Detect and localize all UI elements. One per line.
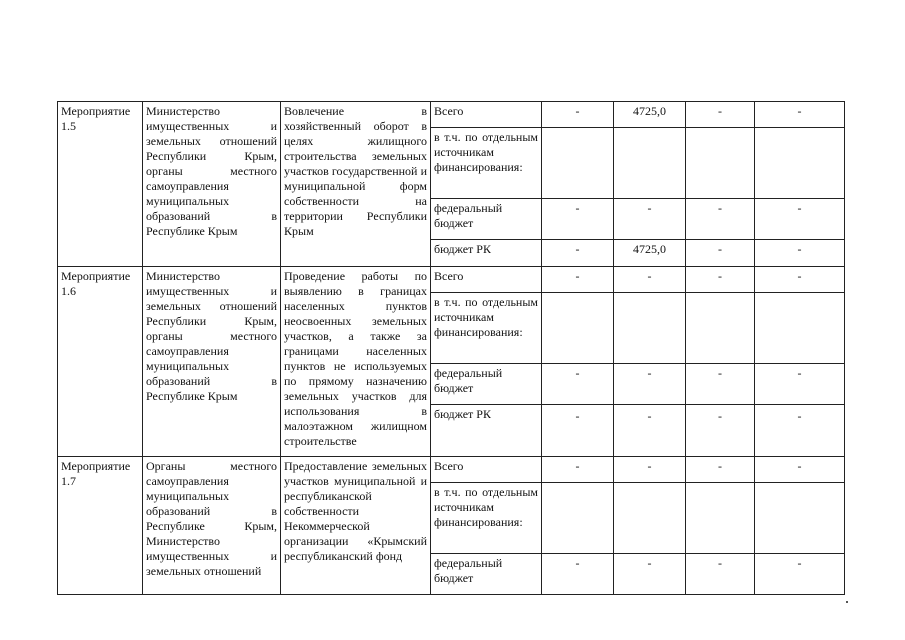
event-cell: Мероприятие 1.6 xyxy=(58,267,143,457)
value-cell: - xyxy=(542,554,614,595)
value-cell xyxy=(686,293,755,364)
funding-source-cell: федеральный бюджет xyxy=(431,554,542,595)
value-cell: - xyxy=(614,554,686,595)
funding-source-cell: бюджет РК xyxy=(431,240,542,267)
value-cell xyxy=(614,483,686,554)
program-activities-table xyxy=(57,101,845,595)
executor-cell: Министерство имущественных и земельных отношений Республики Крым, органы местного самоуправления муниципальных образований в Республике Крым xyxy=(143,102,281,267)
scan-speck xyxy=(846,601,848,603)
value-cell: - xyxy=(542,457,614,483)
executor-cell: Министерство имущественных и земельных отношений Республики Крым, органы местного самоуправления муниципальных образований в Республике Крым xyxy=(143,267,281,457)
value-cell xyxy=(542,128,614,199)
funding-source-cell: Всего xyxy=(431,102,542,128)
value-cell: - xyxy=(614,364,686,405)
value-cell xyxy=(542,293,614,364)
value-cell: - xyxy=(755,457,845,483)
executor-text: Органы местного самоуправления муниципальных образований в Республике Крым, Министерство имущественных и земельных отношений xyxy=(146,459,277,578)
value-cell: - xyxy=(686,554,755,595)
value-cell: - xyxy=(686,405,755,457)
value-cell: - xyxy=(755,364,845,405)
value-cell: - xyxy=(542,199,614,240)
funding-source-cell: в т.ч. по отдельным источникам финансирования: xyxy=(431,483,542,554)
value-cell: - xyxy=(614,199,686,240)
value-cell: - xyxy=(686,102,755,128)
value-cell xyxy=(755,128,845,199)
value-cell: - xyxy=(614,267,686,293)
description-text: Предоставление земельных участков муниципальной и республиканской собственности Некоммерческой организации «Крымский республиканский фонд xyxy=(284,459,427,563)
value-cell: - xyxy=(755,267,845,293)
value-cell: - xyxy=(686,457,755,483)
value-cell: - xyxy=(755,199,845,240)
value-cell: - xyxy=(542,405,614,457)
event-cell: Мероприятие 1.7 xyxy=(58,457,143,595)
funding-source-cell: федеральный бюджет xyxy=(431,364,542,405)
table-row xyxy=(58,102,845,128)
value-cell xyxy=(614,128,686,199)
value-cell: 4725,0 xyxy=(614,240,686,267)
funding-source-cell: в т.ч. по отдельным источникам финансирования: xyxy=(431,293,542,364)
value-cell xyxy=(614,293,686,364)
description-cell xyxy=(281,457,431,595)
description-cell: Вовлечение в хозяйственный оборот в целях жилищного строительства земельных участков государственной и муниципальной форм собственности на территории Республики Крым xyxy=(281,102,431,267)
table-row xyxy=(58,267,845,293)
value-cell: - xyxy=(542,364,614,405)
value-cell: - xyxy=(755,554,845,595)
value-cell xyxy=(686,128,755,199)
value-cell: - xyxy=(542,102,614,128)
value-cell: 4725,0 xyxy=(614,102,686,128)
funding-source-cell: бюджет РК xyxy=(431,405,542,457)
value-cell: - xyxy=(686,240,755,267)
value-cell: - xyxy=(614,405,686,457)
funding-source-cell: в т.ч. по отдельным источникам финансирования: xyxy=(431,128,542,199)
event-cell: Мероприятие 1.5 xyxy=(58,102,143,267)
value-cell xyxy=(755,483,845,554)
table-row xyxy=(58,457,845,483)
value-cell: - xyxy=(755,102,845,128)
value-cell: - xyxy=(755,240,845,267)
value-cell xyxy=(755,293,845,364)
executor-cell xyxy=(143,457,281,595)
value-cell: - xyxy=(686,364,755,405)
value-cell: - xyxy=(755,405,845,457)
value-cell: - xyxy=(542,267,614,293)
funding-source-cell: Всего xyxy=(431,267,542,293)
value-cell xyxy=(542,483,614,554)
value-cell: - xyxy=(614,457,686,483)
description-cell: Проведение работы по выявлению в границах населенных пунктов неосвоенных земельных участков, а также за границами населенных пунктов не используемых по прямому назначению земельных участков для использования в малоэтажном жилищном строительстве xyxy=(281,267,431,457)
funding-source-cell: Всего xyxy=(431,457,542,483)
value-cell: - xyxy=(686,199,755,240)
value-cell xyxy=(686,483,755,554)
funding-source-cell: федеральный бюджет xyxy=(431,199,542,240)
value-cell: - xyxy=(542,240,614,267)
value-cell: - xyxy=(686,267,755,293)
